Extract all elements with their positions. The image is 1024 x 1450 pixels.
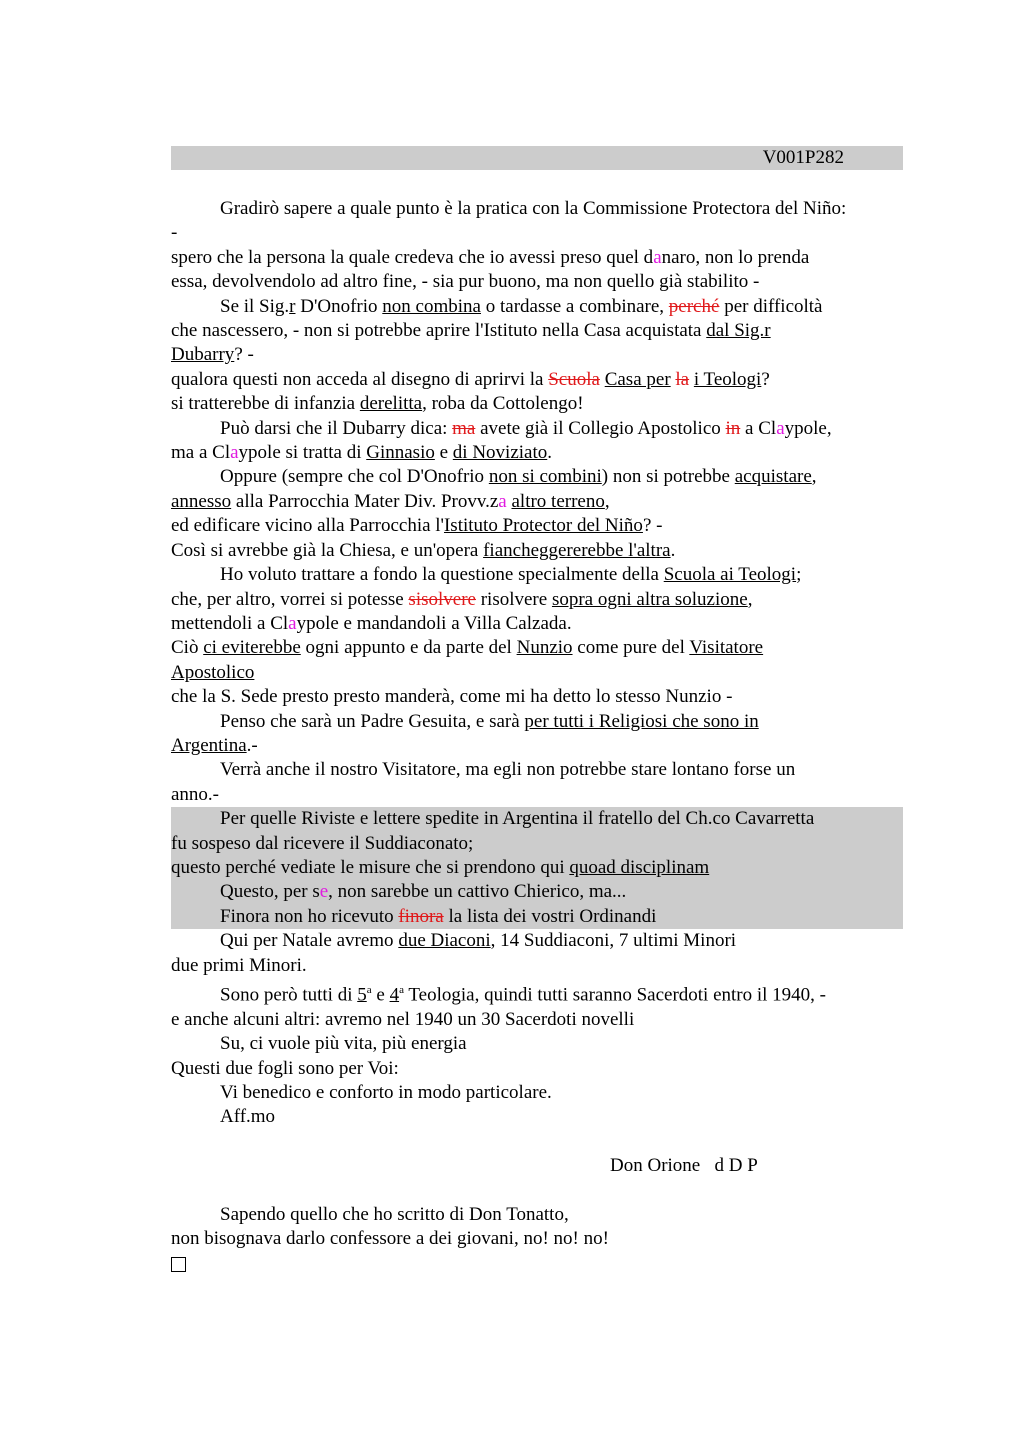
text: qualora questi non acceda al disegno di aprirvi la [171, 368, 549, 390]
underlined-text: non combina [382, 295, 481, 317]
text: Penso che sarà un Padre Gesuita, e sarà [220, 710, 525, 732]
underlined-text: Ginnasio [366, 442, 435, 464]
text: a Cl [740, 417, 777, 439]
text-line [171, 832, 903, 856]
text: e [434, 442, 453, 464]
underlined-text: Casa per [604, 368, 671, 390]
underlined-text: Visitatore [689, 637, 764, 659]
checkbox-icon [171, 1257, 186, 1272]
signature-text: Don Orione d D P [610, 1155, 758, 1177]
underlined-text: non si combini [488, 466, 602, 488]
text-line [171, 685, 903, 709]
text: e [371, 984, 390, 1006]
document-code-text: V001P282 [762, 147, 844, 168]
text: - [171, 222, 178, 244]
underlined-text: annesso [171, 490, 232, 512]
underlined-text: sopra ogni altra soluzione [551, 588, 748, 610]
text: Per quelle Riviste e lettere spedite in Argentina il fratello del Ch.co Cavarretta [220, 808, 815, 830]
underlined-text: per tutti i Religiosi che sono in [524, 710, 759, 732]
text-line [171, 783, 903, 807]
text: Sapendo quello che ho scritto di Don Tonatto, [220, 1203, 569, 1225]
text: Questi due fogli sono per Voi: [171, 1057, 399, 1079]
underlined-text: ci eviterebbe [203, 637, 301, 659]
text-line [171, 636, 903, 660]
text: per difficoltà [719, 295, 823, 317]
shaded-block [171, 807, 903, 929]
highlighted-letter: a [776, 417, 785, 439]
text: ed edificare vicino alla Parrocchia l' [171, 515, 444, 537]
text: fu sospeso dal ricevere il Suddiaconato; [171, 832, 474, 854]
text: .- [246, 734, 258, 756]
highlighted-letter: a [498, 490, 507, 512]
text-line [171, 465, 903, 489]
text-line [171, 246, 903, 270]
text: che la S. Sede presto presto manderà, come mi ha detto lo stesso Nunzio - [171, 686, 733, 708]
text: . [670, 539, 676, 561]
text-line [171, 295, 903, 319]
underlined-text: di Noviziato [452, 442, 548, 464]
text: questo perché vediate le misure che si prendono qui [171, 856, 570, 878]
highlighted-letter: a [653, 246, 662, 268]
text: e anche alcuni altri: avremo nel 1940 un 30 Sacerdoti novelli [171, 1008, 635, 1030]
underlined-text: r [289, 295, 296, 317]
superscript: a [399, 984, 404, 996]
text-line [171, 539, 903, 563]
text-line [171, 856, 903, 880]
text: risolvere [475, 588, 552, 610]
text: che, per altro, vorrei si potesse [171, 588, 409, 610]
text: essa, devolvendolo ad altro fine, - sia pur buono, ma non quello già stabilito - [171, 271, 760, 293]
underlined-text: acquistare [734, 466, 812, 488]
text-line [171, 661, 903, 685]
text-line [171, 905, 903, 929]
text: D'Onofrio [295, 295, 383, 317]
text-line [171, 319, 903, 343]
text: ; [796, 564, 802, 586]
text-line [171, 368, 903, 392]
underlined-text: Nunzio [516, 637, 573, 659]
text: mettendoli a Cl [171, 612, 289, 634]
underlined-text: 5 [357, 984, 367, 1006]
underlined-text: i Teologi [693, 368, 762, 390]
text: Ciò [171, 637, 204, 659]
text: due primi Minori. [171, 954, 307, 976]
text-line [171, 612, 903, 636]
text: , [604, 490, 610, 512]
text-line [171, 221, 903, 245]
text-line [171, 954, 903, 978]
text: Verrà anche il nostro Visitatore, ma egli non potrebbe stare lontano forse un [220, 759, 796, 781]
underlined-text: Istituto Protector del Niño [443, 515, 643, 537]
text: si tratterebbe di infanzia [171, 393, 360, 415]
text-line [171, 880, 903, 904]
text: , [747, 588, 753, 610]
text-line [171, 563, 903, 587]
letter-page [171, 146, 903, 1279]
text-line [171, 929, 903, 953]
text: ypole e mandandoli a Villa Calzada. [296, 612, 572, 634]
text: Può darsi che il Dubarry dica: [220, 417, 453, 439]
text: anno.- [171, 783, 220, 805]
underlined-text: Scuola ai Teologi [663, 564, 797, 586]
text-line [171, 1105, 903, 1129]
text: , [811, 466, 817, 488]
text: la lista dei vostri Ordinandi [443, 905, 657, 927]
text: ypole, [784, 417, 832, 439]
deleted-text: la [675, 368, 690, 390]
underlined-text: quoad disciplinam [569, 856, 710, 878]
text-line [171, 270, 903, 294]
signature [171, 1154, 903, 1178]
text-line [171, 978, 903, 1008]
highlighted-letter: a [288, 612, 297, 634]
text: Se il Sig. [220, 295, 290, 317]
text: Finora non ho ricevuto [220, 905, 399, 927]
document-code [171, 146, 903, 170]
underlined-text: altro terreno [511, 490, 605, 512]
text: Qui per Natale avremo [220, 930, 399, 952]
text: avete già il Collegio Apostolico [475, 417, 726, 439]
text-line [171, 417, 903, 441]
text-line [171, 710, 903, 734]
text-line [171, 441, 903, 465]
text-line [171, 490, 903, 514]
underlined-text: Apostolico [171, 661, 255, 683]
text-line [171, 1008, 903, 1032]
text: , 14 Suddiaconi, 7 ultimi Minori [490, 930, 737, 952]
text: Vi benedico e conforto in modo particolare. [220, 1081, 552, 1103]
text-line [171, 1227, 903, 1251]
text-line [171, 1057, 903, 1081]
text: Gradirò sapere a quale punto è la pratica con la Commissione Protectora del Niño: [220, 198, 847, 219]
underlined-text: dal Sig.r [706, 320, 771, 342]
deleted-text: in [725, 417, 741, 439]
text: Sono però tutti di [220, 984, 358, 1006]
underlined-text: due Diaconi [398, 930, 491, 952]
text: Ho voluto trattare a fondo la questione specialmente della [220, 564, 664, 586]
text: . [547, 442, 552, 464]
text: che nascessero, - non si potrebbe aprire l'Istituto nella Casa acquistata [171, 320, 707, 342]
text: non bisognava darlo confessore a dei giovani, no! no! no! [171, 1228, 609, 1250]
spacer [171, 1130, 903, 1154]
deleted-text: ma [452, 417, 476, 439]
deleted-text: sisolvere [408, 588, 476, 610]
text: , roba da Cottolengo! [422, 393, 584, 415]
text-line [171, 514, 903, 538]
text: Oppure (sempre che col D'Onofrio [220, 466, 489, 488]
text: alla Parrocchia Mater Div. Provv.z [231, 490, 499, 512]
text-line [171, 1032, 903, 1056]
highlighted-letter: e [319, 881, 329, 903]
spacer [171, 1179, 903, 1203]
underlined-text: derelitta [359, 393, 423, 415]
text: Così si avrebbe già la Chiesa, e un'opera [171, 539, 484, 561]
text-line [171, 588, 903, 612]
underlined-text: Dubarry [171, 344, 235, 366]
underlined-text: Argentina [171, 734, 247, 756]
text-line [171, 734, 903, 758]
text: ) non si potrebbe [601, 466, 735, 488]
text: o tardasse a combinare, [480, 295, 669, 317]
text: spero che la persona la quale credeva che io avessi preso quel d [171, 246, 654, 268]
text-line [171, 758, 903, 782]
underlined-text: fiancheggererebbe l'altra [483, 539, 671, 561]
text-line [171, 1203, 903, 1227]
checkbox-line [171, 1252, 903, 1279]
text-line [171, 343, 903, 367]
superscript: a [366, 984, 372, 996]
text-line [171, 197, 903, 221]
text: ? - [234, 344, 254, 366]
underlined-text: 4 [389, 984, 400, 1006]
text-line [171, 807, 903, 831]
deleted-text: finora [398, 905, 444, 927]
deleted-text: Scuola [548, 368, 600, 390]
text: ma a Cl [171, 442, 231, 464]
text: , non sarebbe un cattivo Chierico, ma... [328, 881, 627, 903]
text: Aff.mo [220, 1106, 276, 1128]
text: ? [761, 368, 770, 390]
text: Su, ci vuole più vita, più energia [220, 1033, 467, 1055]
text: Teologia, quindi tutti saranno Sacerdoti entro il 1940, - [403, 984, 826, 1006]
text-line [171, 392, 903, 416]
highlighted-letter: a [230, 442, 239, 464]
text-line [171, 1081, 903, 1105]
text: come pure del [572, 637, 690, 659]
text: Questo, per s [220, 881, 320, 903]
text: ypole si tratta di [238, 442, 367, 464]
text: naro, non lo prenda [661, 246, 810, 268]
text: ogni appunto e da parte del [300, 637, 517, 659]
deleted-text: perché [668, 295, 720, 317]
text: ? - [642, 515, 663, 537]
